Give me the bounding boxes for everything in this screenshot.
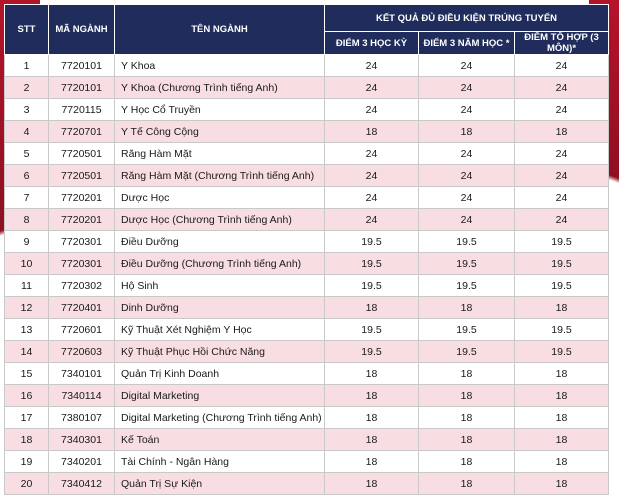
cell-major-code: 7720201: [49, 209, 115, 231]
cell-stt: 18: [5, 429, 49, 451]
table-row: [5, 429, 609, 451]
cell-stt: 1: [5, 55, 49, 77]
cell-score-3-years: 24: [419, 187, 515, 209]
table-row: [5, 253, 609, 275]
cell-major-code: 7720501: [49, 165, 115, 187]
cell-score-combination: 18: [515, 473, 609, 495]
cell-major-name: Kỹ Thuật Xét Nghiệm Y Học: [115, 319, 325, 341]
cell-major-code: 7720401: [49, 297, 115, 319]
cell-major-name: Điều Dưỡng: [115, 231, 325, 253]
cell-score-3-semesters: 18: [325, 473, 419, 495]
admission-results-table: [4, 4, 609, 495]
cell-score-combination: 24: [515, 165, 609, 187]
table-body: [5, 55, 609, 495]
cell-score-3-years: 18: [419, 451, 515, 473]
cell-score-combination: 24: [515, 187, 609, 209]
cell-major-code: 7720301: [49, 253, 115, 275]
cell-major-code: 7720501: [49, 143, 115, 165]
cell-major-code: 7340412: [49, 473, 115, 495]
cell-stt: 9: [5, 231, 49, 253]
cell-major-name: Hộ Sinh: [115, 275, 325, 297]
header-code: MÃ NGÀNH: [49, 5, 115, 55]
admission-results-table-container: [4, 4, 608, 499]
cell-score-3-semesters: 18: [325, 385, 419, 407]
cell-score-combination: 18: [515, 451, 609, 473]
cell-score-3-semesters: 18: [325, 451, 419, 473]
cell-score-3-semesters: 19.5: [325, 231, 419, 253]
cell-score-3-years: 18: [419, 429, 515, 451]
cell-score-3-semesters: 24: [325, 99, 419, 121]
cell-score-combination: 18: [515, 385, 609, 407]
cell-major-code: 7720601: [49, 319, 115, 341]
header-score-combination: ĐIỂM TỔ HỢP (3 MÔN)*: [515, 32, 609, 55]
table-row: [5, 77, 609, 99]
table-row: [5, 121, 609, 143]
cell-stt: 14: [5, 341, 49, 363]
cell-major-code: 7340201: [49, 451, 115, 473]
cell-score-3-years: 24: [419, 77, 515, 99]
cell-major-name: Quản Trị Kinh Doanh: [115, 363, 325, 385]
table-row: [5, 407, 609, 429]
cell-major-name: Điều Dưỡng (Chương Trình tiếng Anh): [115, 253, 325, 275]
header-name: TÊN NGÀNH: [115, 5, 325, 55]
cell-score-3-semesters: 18: [325, 407, 419, 429]
cell-score-3-semesters: 18: [325, 363, 419, 385]
table-row: [5, 55, 609, 77]
cell-score-3-semesters: 24: [325, 209, 419, 231]
cell-stt: 15: [5, 363, 49, 385]
table-row: [5, 341, 609, 363]
cell-major-code: 7340301: [49, 429, 115, 451]
cell-major-name: Dinh Dưỡng: [115, 297, 325, 319]
cell-major-code: 7720301: [49, 231, 115, 253]
cell-score-3-semesters: 19.5: [325, 275, 419, 297]
cell-major-code: 7380107: [49, 407, 115, 429]
cell-score-combination: 19.5: [515, 231, 609, 253]
header-group: KẾT QUẢ ĐỦ ĐIỀU KIỆN TRÚNG TUYỂN: [325, 5, 609, 32]
cell-score-3-years: 19.5: [419, 341, 515, 363]
cell-score-3-years: 24: [419, 165, 515, 187]
cell-score-combination: 19.5: [515, 319, 609, 341]
header-score-3-years: ĐIỂM 3 NĂM HỌC *: [419, 32, 515, 55]
cell-major-name: Y Tế Công Cộng: [115, 121, 325, 143]
cell-score-3-years: 18: [419, 121, 515, 143]
cell-stt: 11: [5, 275, 49, 297]
cell-stt: 17: [5, 407, 49, 429]
cell-major-name: Y Học Cổ Truyền: [115, 99, 325, 121]
cell-major-name: Quản Trị Sự Kiện: [115, 473, 325, 495]
table-row: [5, 209, 609, 231]
cell-score-3-years: 18: [419, 407, 515, 429]
table-row: [5, 275, 609, 297]
cell-major-code: 7720101: [49, 55, 115, 77]
cell-major-name: Digital Marketing: [115, 385, 325, 407]
cell-major-code: 7340114: [49, 385, 115, 407]
cell-score-3-semesters: 19.5: [325, 341, 419, 363]
cell-score-combination: 18: [515, 297, 609, 319]
cell-score-3-semesters: 18: [325, 297, 419, 319]
cell-score-3-years: 18: [419, 363, 515, 385]
cell-stt: 8: [5, 209, 49, 231]
cell-score-combination: 24: [515, 55, 609, 77]
table-row: [5, 385, 609, 407]
table-row: [5, 187, 609, 209]
cell-major-name: Digital Marketing (Chương Trình tiếng Anh): [115, 407, 325, 429]
cell-score-3-semesters: 24: [325, 55, 419, 77]
cell-score-combination: 18: [515, 429, 609, 451]
cell-score-3-years: 18: [419, 297, 515, 319]
cell-stt: 6: [5, 165, 49, 187]
cell-stt: 20: [5, 473, 49, 495]
cell-major-name: Y Khoa (Chương Trình tiếng Anh): [115, 77, 325, 99]
cell-major-code: 7340101: [49, 363, 115, 385]
cell-score-3-years: 19.5: [419, 319, 515, 341]
cell-stt: 4: [5, 121, 49, 143]
cell-score-combination: 18: [515, 407, 609, 429]
cell-score-3-years: 18: [419, 473, 515, 495]
cell-score-combination: 18: [515, 121, 609, 143]
cell-stt: 3: [5, 99, 49, 121]
cell-score-3-years: 24: [419, 55, 515, 77]
cell-stt: 16: [5, 385, 49, 407]
table-row: [5, 99, 609, 121]
cell-score-3-semesters: 24: [325, 77, 419, 99]
table-row: [5, 231, 609, 253]
cell-score-3-years: 24: [419, 99, 515, 121]
cell-stt: 12: [5, 297, 49, 319]
cell-score-3-years: 24: [419, 143, 515, 165]
cell-score-3-years: 19.5: [419, 253, 515, 275]
cell-score-combination: 24: [515, 99, 609, 121]
cell-score-3-years: 19.5: [419, 275, 515, 297]
table-row: [5, 363, 609, 385]
cell-major-name: Dược Học: [115, 187, 325, 209]
cell-major-code: 7720115: [49, 99, 115, 121]
cell-stt: 5: [5, 143, 49, 165]
cell-score-combination: 24: [515, 77, 609, 99]
cell-score-combination: 24: [515, 143, 609, 165]
table-row: [5, 473, 609, 495]
cell-score-3-semesters: 24: [325, 187, 419, 209]
cell-major-name: Răng Hàm Mặt (Chương Trình tiếng Anh): [115, 165, 325, 187]
cell-score-3-semesters: 18: [325, 121, 419, 143]
table-row: [5, 165, 609, 187]
cell-score-combination: 19.5: [515, 253, 609, 275]
cell-score-combination: 19.5: [515, 275, 609, 297]
cell-major-name: Dược Học (Chương Trình tiếng Anh): [115, 209, 325, 231]
cell-score-3-semesters: 19.5: [325, 319, 419, 341]
cell-major-code: 7720101: [49, 77, 115, 99]
cell-stt: 2: [5, 77, 49, 99]
cell-major-name: Tài Chính - Ngân Hàng: [115, 451, 325, 473]
cell-stt: 10: [5, 253, 49, 275]
cell-major-code: 7720701: [49, 121, 115, 143]
cell-stt: 19: [5, 451, 49, 473]
cell-stt: 7: [5, 187, 49, 209]
cell-major-code: 7720603: [49, 341, 115, 363]
cell-major-name: Kế Toán: [115, 429, 325, 451]
header-stt: STT: [5, 5, 49, 55]
table-row: [5, 297, 609, 319]
cell-score-3-years: 18: [419, 385, 515, 407]
cell-score-combination: 24: [515, 209, 609, 231]
table-row: [5, 143, 609, 165]
header-score-3-semesters: ĐIỂM 3 HỌC KỲ: [325, 32, 419, 55]
cell-score-combination: 19.5: [515, 341, 609, 363]
cell-score-3-semesters: 24: [325, 143, 419, 165]
table-row: [5, 451, 609, 473]
cell-score-3-semesters: 24: [325, 165, 419, 187]
cell-major-name: Răng Hàm Mặt: [115, 143, 325, 165]
cell-score-3-years: 19.5: [419, 231, 515, 253]
cell-major-name: Kỹ Thuật Phục Hồi Chức Năng: [115, 341, 325, 363]
table-header: [5, 5, 609, 55]
cell-major-code: 7720201: [49, 187, 115, 209]
cell-score-combination: 18: [515, 363, 609, 385]
cell-stt: 13: [5, 319, 49, 341]
cell-score-3-years: 24: [419, 209, 515, 231]
cell-score-3-semesters: 18: [325, 429, 419, 451]
cell-score-3-semesters: 19.5: [325, 253, 419, 275]
table-row: [5, 319, 609, 341]
cell-major-name: Y Khoa: [115, 55, 325, 77]
cell-major-code: 7720302: [49, 275, 115, 297]
